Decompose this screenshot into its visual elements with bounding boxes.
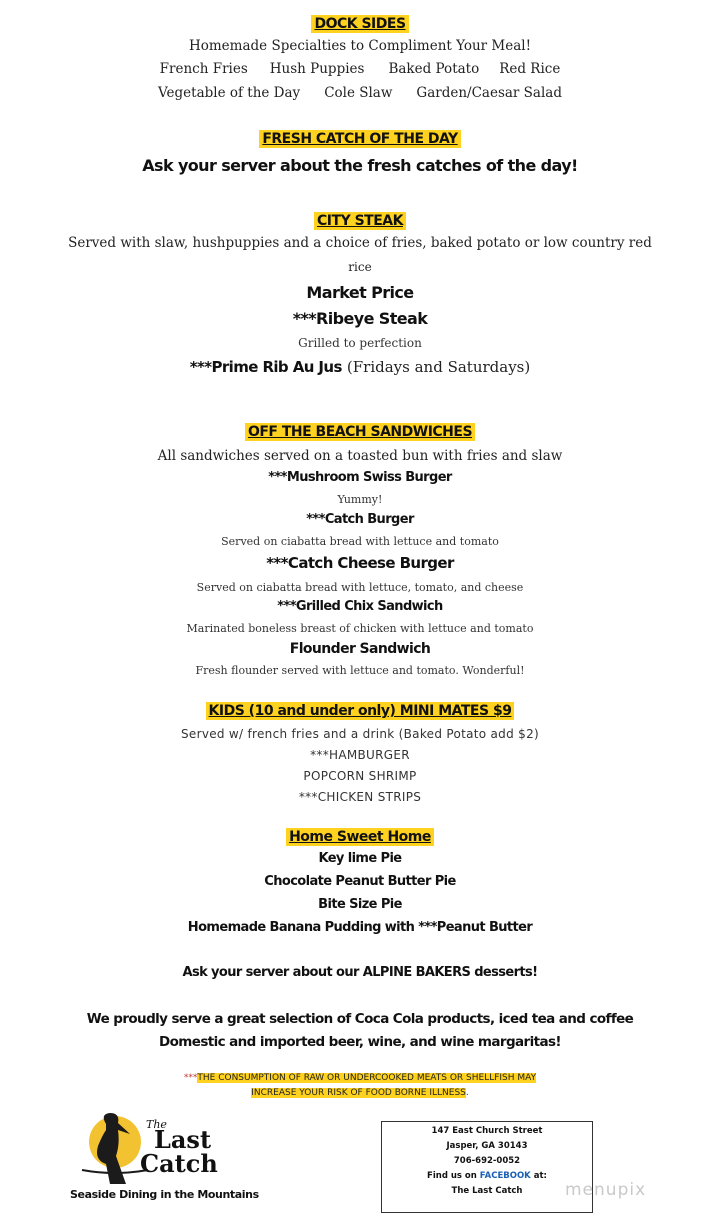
logo-name-1: Last <box>154 1125 212 1154</box>
facebook-page: The Last Catch <box>451 1186 523 1196</box>
sandwiches-heading: OFF THE BEACH SANDWICHES <box>0 424 720 440</box>
sandwich-name: ***Grilled Chix Sandwich <box>277 599 443 614</box>
warning-line-2 <box>0 1088 720 1098</box>
sandwich-name: ***Catch Burger <box>306 512 414 527</box>
sandwich-desc: Yummy! <box>337 493 383 506</box>
dock-sides-row-2 <box>0 85 720 101</box>
logo-tagline: Seaside Dining in the Mountains <box>70 1188 259 1201</box>
side-item: French Fries <box>159 61 248 77</box>
side-item: Red Rice <box>499 61 561 77</box>
side-item: Vegetable of the Day <box>158 85 301 101</box>
dessert-item: Key lime Pie <box>318 851 402 866</box>
city-steak-heading: CITY STEAK <box>0 213 720 229</box>
address-street: 147 East Church Street <box>431 1126 543 1136</box>
city-steak-desc-2: rice <box>348 260 372 274</box>
kids-item: POPCORN SHRIMP <box>303 769 417 783</box>
dessert-note: Ask your server about our ALPINE BAKERS desserts! <box>182 965 538 980</box>
sandwiches-intro: All sandwiches served on a toasted bun with fries and slaw <box>157 448 563 464</box>
dessert-item: Chocolate Peanut Butter Pie <box>264 874 456 889</box>
find-suffix: at: <box>530 1171 547 1181</box>
kids-heading: KIDS (10 and under only) MINI MATES $9 <box>0 703 720 719</box>
side-item: Baked Potato <box>388 61 480 77</box>
sandwich-desc: Served on ciabatta bread with lettuce and tomato <box>221 535 499 548</box>
prime-rib-note: (Fridays and Saturdays) <box>346 358 531 376</box>
kids-item: ***HAMBURGER <box>310 748 410 762</box>
kids-desc: Served w/ french fries and a drink (Baked Potato add $2) <box>180 727 539 741</box>
ribeye-steak: ***Ribeye Steak <box>292 309 428 328</box>
fresh-catch-heading: FRESH CATCH OF THE DAY <box>0 131 720 147</box>
warning-line-1 <box>0 1073 720 1083</box>
sandwich-name: Flounder Sandwich <box>289 641 431 657</box>
restaurant-logo <box>70 1104 280 1204</box>
side-item: Garden/Caesar Salad <box>416 85 562 101</box>
drinks-line-1: We proudly serve a great selection of Coca Cola products, iced tea and coffee <box>86 1011 634 1027</box>
sandwich-name: ***Catch Cheese Burger <box>266 554 454 572</box>
side-item: Hush Puppies <box>269 61 365 77</box>
logo-the: The <box>146 1118 167 1131</box>
sandwich-desc: Fresh flounder served with lettuce and tomato. Wonderful! <box>195 664 525 677</box>
prime-rib-line <box>0 357 720 376</box>
prime-rib: ***Prime Rib Au Jus <box>189 358 342 376</box>
drinks-line-2: Domestic and imported beer, wine, and wine margaritas! <box>159 1034 561 1050</box>
dessert-item: Homemade Banana Pudding with ***Peanut Butter <box>187 920 533 935</box>
dock-sides-row-1 <box>0 61 720 77</box>
sandwich-desc: Marinated boneless breast of chicken with lettuce and tomato <box>186 622 534 635</box>
dessert-item: Bite Size Pie <box>318 897 402 912</box>
address-box <box>381 1121 593 1213</box>
dessert-heading: Home Sweet Home <box>0 829 720 845</box>
kids-item: ***CHICKEN STRIPS <box>298 790 422 804</box>
find-prefix: Find us on <box>427 1171 480 1181</box>
dock-sides-heading: DOCK SIDES <box>0 16 720 32</box>
fresh-catch-note: Ask your server about the fresh catches of the day! <box>142 156 578 175</box>
facebook-link[interactable]: FACEBOOK <box>479 1171 531 1181</box>
logo-name-2: Catch <box>140 1149 218 1178</box>
side-item: Cole Slaw <box>324 85 393 101</box>
menupix-watermark: menupix <box>565 1180 647 1200</box>
market-price: Market Price <box>306 283 414 302</box>
warning-period: . <box>465 1088 469 1098</box>
warning-stars: *** <box>183 1073 198 1083</box>
city-steak-desc-1: Served with slaw, hushpuppies and a choice of fries, baked potato or low country red <box>68 235 652 251</box>
warning-text-1: THE CONSUMPTION OF RAW OR UNDERCOOKED MEATS OR SHELLFISH MAY <box>197 1073 537 1083</box>
ribeye-desc: Grilled to perfection <box>298 336 422 350</box>
address-phone: 706-692-0052 <box>453 1156 521 1166</box>
sandwich-name: ***Mushroom Swiss Burger <box>268 470 452 485</box>
facebook-line <box>382 1169 592 1184</box>
warning-text-2: INCREASE YOUR RISK OF FOOD BORNE ILLNESS <box>251 1088 466 1098</box>
sandwich-desc: Served on ciabatta bread with lettuce, tomato, and cheese <box>196 581 524 594</box>
dock-sides-subtitle: Homemade Specialties to Compliment Your Meal! <box>188 38 532 54</box>
address-city: Jasper, GA 30143 <box>446 1141 528 1151</box>
